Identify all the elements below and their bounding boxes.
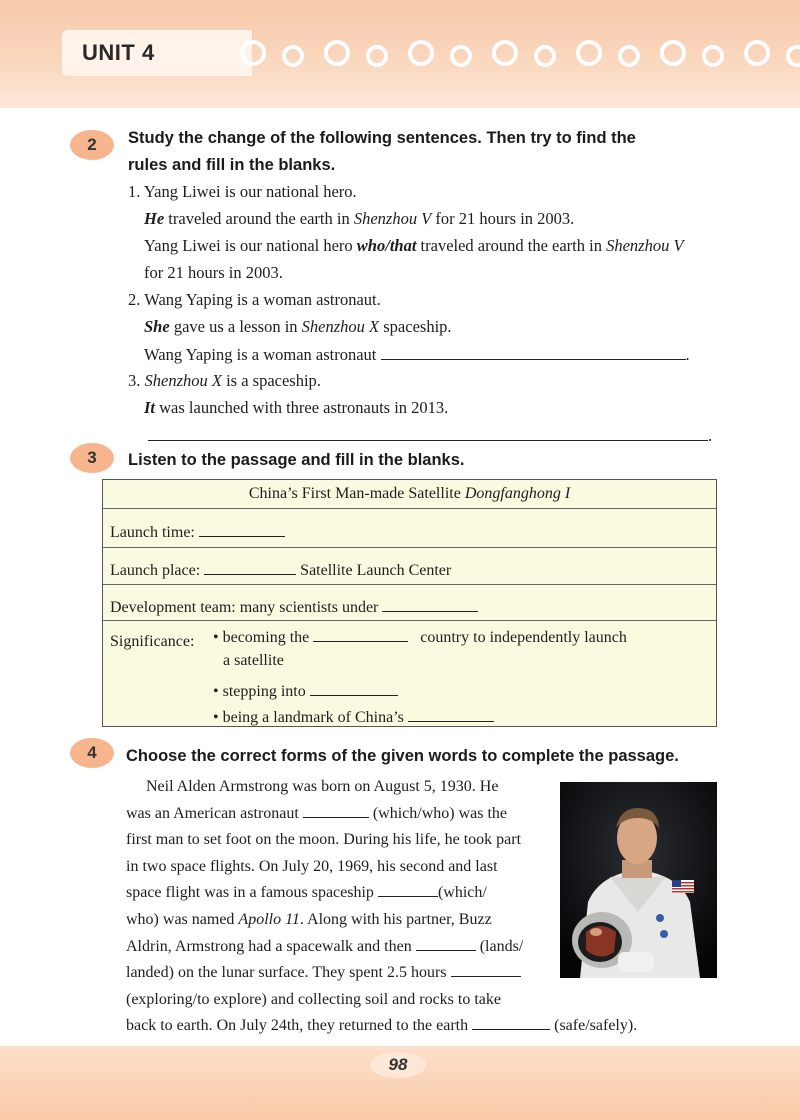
answer-blank[interactable] — [382, 595, 478, 612]
text: • stepping into — [213, 683, 310, 700]
table-divider — [103, 508, 716, 509]
item-3-line-2 — [144, 397, 448, 419]
text: Yang Liwei is our national hero — [144, 236, 357, 255]
launch-time-row — [110, 520, 285, 542]
text: Launch place: — [110, 562, 205, 579]
ship-name: Shenzhou V — [353, 209, 432, 228]
exercise-number-3: 3 — [70, 443, 114, 473]
text: country to independently launch — [416, 629, 627, 646]
text: is a spaceship. — [221, 371, 321, 390]
ring-decoration — [282, 45, 304, 67]
text: who) was named — [126, 910, 239, 928]
item-2-line-1: 2. Wang Yaping is a woman astronaut. — [128, 290, 381, 309]
header-stripe — [0, 92, 800, 108]
unit-title: UNIT 4 — [82, 40, 155, 65]
ring-decoration — [450, 45, 472, 67]
text: (which/who) was the — [368, 804, 508, 822]
text: spaceship. — [379, 317, 452, 336]
text: was launched with three astronauts in 2013. — [155, 398, 449, 417]
significance-item-1 — [213, 625, 627, 647]
astronaut-photo — [560, 782, 717, 978]
launch-place-row — [110, 558, 451, 580]
ship-name: Apollo 11 — [238, 910, 300, 928]
text: Satellite Launch Center — [296, 562, 452, 579]
ring-decoration — [786, 45, 800, 67]
answer-blank[interactable] — [378, 880, 438, 897]
item-3-line-1 — [128, 370, 321, 392]
text: (which/ — [437, 884, 487, 902]
ring-decoration — [366, 45, 388, 67]
ring-decoration — [492, 40, 518, 66]
item-3-line-3 — [148, 424, 712, 447]
item-1-line-1: 1. Yang Liwei is our national hero. — [128, 182, 357, 201]
text: 3. — [128, 371, 145, 390]
text: space flight was in a famous spaceship — [126, 884, 378, 902]
passage-line — [126, 1013, 637, 1040]
item-1-line-2 — [144, 208, 574, 230]
satellite-name: Dongfanghong I — [464, 485, 571, 502]
text: Development team: many scientists under — [110, 599, 383, 616]
emphasis-word: who/that — [356, 236, 417, 255]
answer-blank[interactable] — [148, 424, 708, 441]
ship-name: Shenzhou X — [144, 371, 222, 390]
answer-blank[interactable] — [416, 934, 476, 951]
table-divider — [103, 547, 716, 548]
passage-line: first man to set foot on the moon. During his life, he took part — [126, 831, 522, 849]
emphasis-word: She — [144, 317, 170, 336]
ring-decoration — [744, 40, 770, 66]
text: Launch time: — [110, 524, 199, 541]
text: back to earth. On July 24th, they returned to the earth — [126, 1017, 473, 1035]
answer-blank[interactable] — [199, 520, 285, 537]
astronaut-illustration — [560, 782, 717, 978]
text: was an American astronaut — [126, 804, 303, 822]
ring-decoration — [660, 40, 686, 66]
ship-name: Shenzhou V — [606, 236, 684, 255]
emphasis-word: He — [144, 209, 165, 228]
item-2-line-3 — [144, 343, 690, 366]
passage-line: Neil Alden Armstrong was born on August 5, 1930. He — [146, 778, 499, 795]
significance-item-2 — [213, 679, 398, 701]
exercise-number-4: 4 — [70, 738, 114, 768]
passage-line: in two space flights. On July 20, 1969, his second and last — [126, 857, 498, 875]
satellite-table — [102, 479, 717, 727]
table-divider — [103, 584, 716, 585]
item-1-line-4: for 21 hours in 2003. — [144, 263, 283, 282]
development-team-row — [110, 595, 478, 617]
exercise-number-2: 2 — [70, 130, 114, 160]
instruction-line-2: rules and fill in the blanks. — [128, 156, 336, 174]
passage-line: (exploring/to explore) and collecting soil and rocks to take — [126, 990, 501, 1008]
item-1-line-3 — [144, 235, 684, 257]
text: for 21 hours in 2003. — [431, 209, 575, 228]
text: • becoming the — [213, 629, 314, 646]
instruction-line-1: Study the change of the following sentences. Then try to find the — [128, 129, 636, 147]
text: • being a landmark of China’s — [213, 709, 408, 726]
text: Wang Yaping is a woman astronaut — [144, 345, 381, 364]
ring-decoration — [534, 45, 556, 67]
text: . Along with his partner, Buzz — [299, 910, 492, 928]
answer-blank[interactable] — [451, 960, 521, 977]
decorative-rings — [240, 40, 800, 80]
exercise-2-instruction — [128, 125, 636, 179]
ring-decoration — [702, 45, 724, 67]
significance-label: Significance: — [110, 633, 195, 650]
text: (lands/ — [475, 937, 524, 955]
ring-decoration — [618, 45, 640, 67]
text: Aldrin, Armstrong had a spacewalk and then — [126, 937, 416, 955]
ship-name: Shenzhou X — [301, 317, 380, 336]
text: landed) on the lunar surface. They spent 2.5 hours — [126, 964, 451, 982]
ring-decoration — [324, 40, 350, 66]
answer-blank[interactable] — [303, 801, 369, 818]
answer-blank[interactable] — [472, 1013, 550, 1030]
significance-item-1-cont: a satellite — [223, 652, 284, 669]
text: gave us a lesson in — [169, 317, 302, 336]
text: traveled around the earth in — [416, 236, 607, 255]
answer-blank[interactable] — [310, 679, 398, 696]
answer-blank[interactable] — [313, 625, 408, 642]
exercise-3-instruction: Listen to the passage and fill in the blanks. — [128, 451, 465, 469]
page-number: 98 — [370, 1052, 426, 1078]
text: traveled around the earth in — [164, 209, 354, 228]
text: China’s First Man-made Satellite — [248, 485, 465, 502]
exercise-4-instruction: Choose the correct forms of the given words to complete the passage. — [126, 747, 679, 765]
answer-blank[interactable] — [381, 343, 686, 360]
answer-blank[interactable] — [408, 705, 494, 722]
table-title — [103, 485, 716, 503]
ring-decoration — [240, 40, 266, 66]
ring-decoration — [408, 40, 434, 66]
period: . — [708, 426, 713, 445]
item-2-line-2 — [144, 316, 452, 338]
table-divider — [103, 620, 716, 621]
ring-decoration — [576, 40, 602, 66]
period: . — [685, 345, 690, 364]
significance-item-3 — [213, 705, 494, 727]
text: (safe/safely). — [550, 1017, 638, 1035]
emphasis-word: It — [144, 398, 156, 417]
answer-blank[interactable] — [204, 558, 296, 575]
